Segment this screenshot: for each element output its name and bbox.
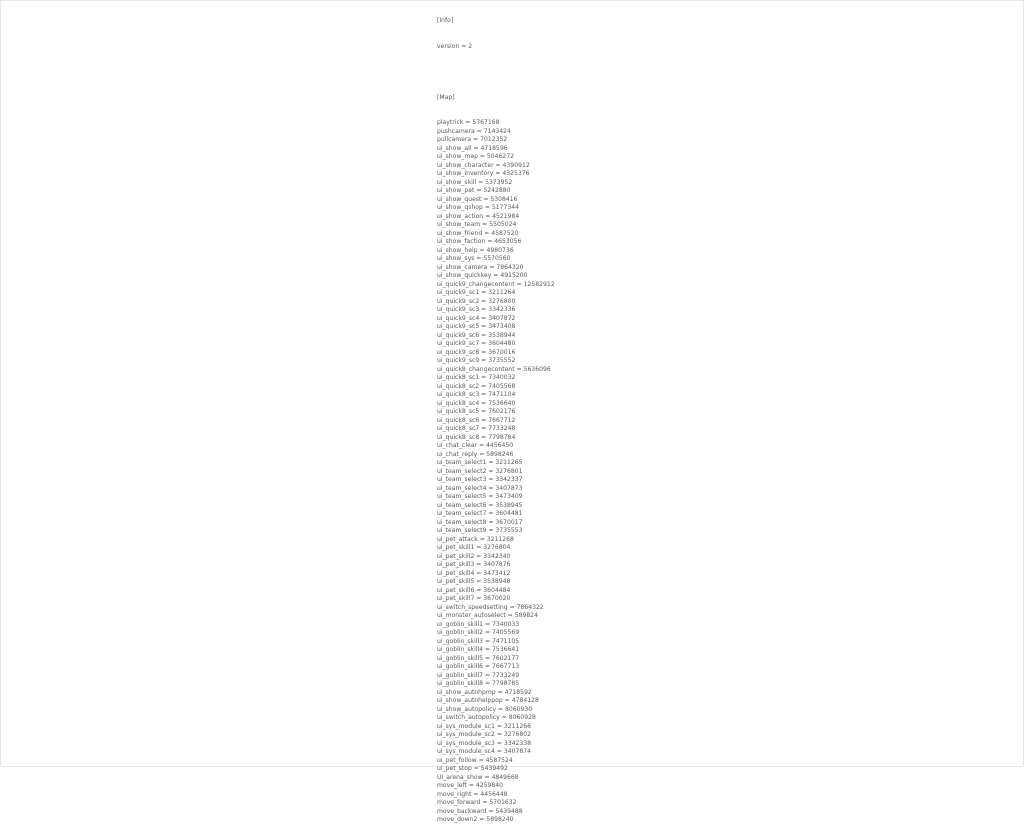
- config-entry: ui_quick9_sc4 = 3407872: [437, 314, 516, 322]
- map-section-header: [Map]: [437, 93, 455, 101]
- config-entry: ui_show_help = 4980736: [437, 246, 514, 254]
- config-entry: ui_show_all = 4718596: [437, 144, 508, 152]
- config-entry: ui_goblin_skill2 = 7405569: [437, 629, 520, 636]
- config-entry: ui_team_select8 = 3670017: [437, 518, 523, 526]
- config-entry: ui_show_autopolicy = 8060930: [437, 705, 533, 713]
- config-entry: move_backward = 5439488: [437, 807, 523, 815]
- config-entry: ui_quick8_sc5 = 7602176: [437, 408, 516, 415]
- config-entry: ui_quick9_sc2 = 3276800: [437, 297, 516, 305]
- config-entry: ui_quick8_changecontent = 5636096: [437, 365, 551, 373]
- config-entry: ui_show_autohpmp = 4718592: [437, 688, 532, 696]
- config-document: [437, 0, 637, 833]
- config-entry: ui_show_camera = 7864320: [437, 263, 524, 271]
- config-entry: pushcamera = 7143424: [437, 127, 511, 135]
- config-entry: ui_goblin_skill1 = 7340033: [437, 620, 520, 628]
- config-entry: ui_show_quest = 5308416: [437, 195, 518, 203]
- config-entry: ui_switch_speedsetting = 7864322: [437, 603, 544, 611]
- config-entry: ui_sys_module_sc2 = 3276802: [437, 731, 532, 738]
- config-entry: ui_show_team = 5505024: [437, 221, 517, 228]
- config-entry: ui_quick9_sc6 = 3538944: [437, 331, 516, 339]
- config-entry: ui_pet_skill4 = 3473412: [437, 569, 511, 577]
- config-entry: ui_team_select1 = 3211265: [437, 459, 523, 466]
- config-entry: ui_chat_clear = 4456450: [437, 442, 514, 449]
- config-entry: ui_team_select7 = 3604481: [437, 510, 523, 517]
- config-entry: ui_quick8_sc1 = 7340032: [437, 374, 516, 381]
- config-entry: ui_monster_autoselect = 589824: [437, 612, 539, 619]
- config-entry: ui_show_inventory = 4325376: [437, 170, 530, 177]
- config-entry: ui_team_select9 = 3735553: [437, 527, 523, 534]
- config-entry: ui_quick9_sc5 = 3473408: [437, 323, 516, 330]
- config-entry: move_left = 4259840: [437, 782, 504, 789]
- config-entry: ui_quick8_sc8 = 7798784: [437, 433, 516, 441]
- config-entry: ui_quick8_sc2 = 7405568: [437, 382, 516, 390]
- config-entry: ui_pet_skill3 = 3407876: [437, 561, 511, 568]
- config-entry: ui_pet_attack = 3211268: [437, 535, 514, 543]
- config-entry: ui_quick9_changecontent = 12582912: [437, 280, 555, 288]
- config-entry: ui_team_select4 = 3407873: [437, 484, 523, 492]
- config-entry: ui_goblin_skill5 = 7602177: [437, 654, 520, 662]
- config-entry: ui_show_character = 4390912: [437, 161, 530, 169]
- config-entry: ui_show_friend = 4587520: [437, 229, 519, 237]
- config-entry: ui_pet_stop = 5439492: [437, 765, 508, 772]
- config-entry: ui_quick9_sc8 = 3670016: [437, 348, 516, 356]
- config-entry: ui_show_quickkey = 4915200: [437, 272, 528, 279]
- config-entry: ui_quick9_sc7 = 3604480: [437, 340, 516, 347]
- config-entry: ui_goblin_skill3 = 7471105: [437, 637, 520, 645]
- config-entry: ui_pet_skill1 = 3276804: [437, 544, 511, 551]
- config-entry: ui_chat_reply = 5898246: [437, 450, 514, 458]
- config-entry: ui_goblin_skill8 = 7798785: [437, 680, 520, 687]
- config-entry: ui_team_select5 = 3473409: [437, 493, 523, 500]
- config-entry: move_down2 = 5898240: [437, 816, 514, 823]
- config-entry: playtrick = 5767168: [437, 119, 500, 126]
- config-entry: ui_quick8_sc7 = 7733248: [437, 425, 516, 432]
- config-entry: ui_show_map = 5046272: [437, 153, 515, 160]
- config-entry: move_right = 4456448: [437, 790, 508, 798]
- config-entry: ui_show_autohelppop = 4784128: [437, 697, 539, 704]
- blank-line: [437, 68, 637, 77]
- config-entry: ui_goblin_skill6 = 7667713: [437, 663, 520, 670]
- config-entry: ui_quick9_sc3 = 3342336: [437, 306, 516, 313]
- map-entries: [437, 119, 637, 825]
- config-entry: ui_switch_autopolicy = 8060928: [437, 714, 536, 721]
- config-entry: ui_team_select3 = 3342337: [437, 476, 523, 483]
- config-entry: ui_pet_skill6 = 3604484: [437, 586, 511, 594]
- config-entry: UI_arena_show = 4849668: [437, 773, 519, 781]
- config-entry: ui_show_action = 4521984: [437, 212, 520, 220]
- config-entry: ui_pet_skill7 = 3670020: [437, 595, 511, 602]
- version-line: version = 2: [437, 42, 473, 50]
- config-entry: ui_pet_skill2 = 3342340: [437, 552, 511, 560]
- config-entry: ui_show_qshop = 5177344: [437, 204, 520, 211]
- config-entry: ui_show_skill = 5373952: [437, 178, 513, 186]
- config-entry: ui_team_select6 = 3538945: [437, 501, 523, 509]
- config-entry: ui_pet_follow = 4587524: [437, 756, 513, 764]
- config-entry: ui_quick8_sc4 = 7536640: [437, 399, 516, 407]
- config-entry: ui_show_sys = 5570560: [437, 255, 511, 262]
- config-entry: ui_quick9_sc1 = 3211264: [437, 289, 516, 296]
- config-entry: ui_sys_module_sc4 = 3407874: [437, 748, 532, 755]
- config-entry: ui_sys_module_sc3 = 3342338: [437, 739, 532, 747]
- config-entry: ui_quick8_sc3 = 7471104: [437, 391, 516, 398]
- config-entry: ui_quick8_sc6 = 7667712: [437, 416, 516, 424]
- config-entry: ui_show_pet = 5242880: [437, 187, 511, 194]
- config-entry: ui_quick9_sc9 = 3735552: [437, 357, 516, 364]
- config-entry: pullcamera = 7012352: [437, 136, 508, 143]
- config-entry: ui_goblin_skill7 = 7733249: [437, 671, 520, 679]
- config-entry: ui_show_faction = 4653056: [437, 238, 522, 245]
- info-section-header: [Info]: [437, 17, 454, 24]
- config-entry: ui_goblin_skill4 = 7536641: [437, 646, 520, 653]
- config-entry: move_forward = 5701632: [437, 799, 517, 806]
- config-entry: ui_team_select2 = 3276801: [437, 467, 523, 475]
- config-entry: ui_sys_module_sc1 = 3211266: [437, 722, 532, 730]
- config-entry: ui_pet_skill5 = 3538948: [437, 578, 511, 585]
